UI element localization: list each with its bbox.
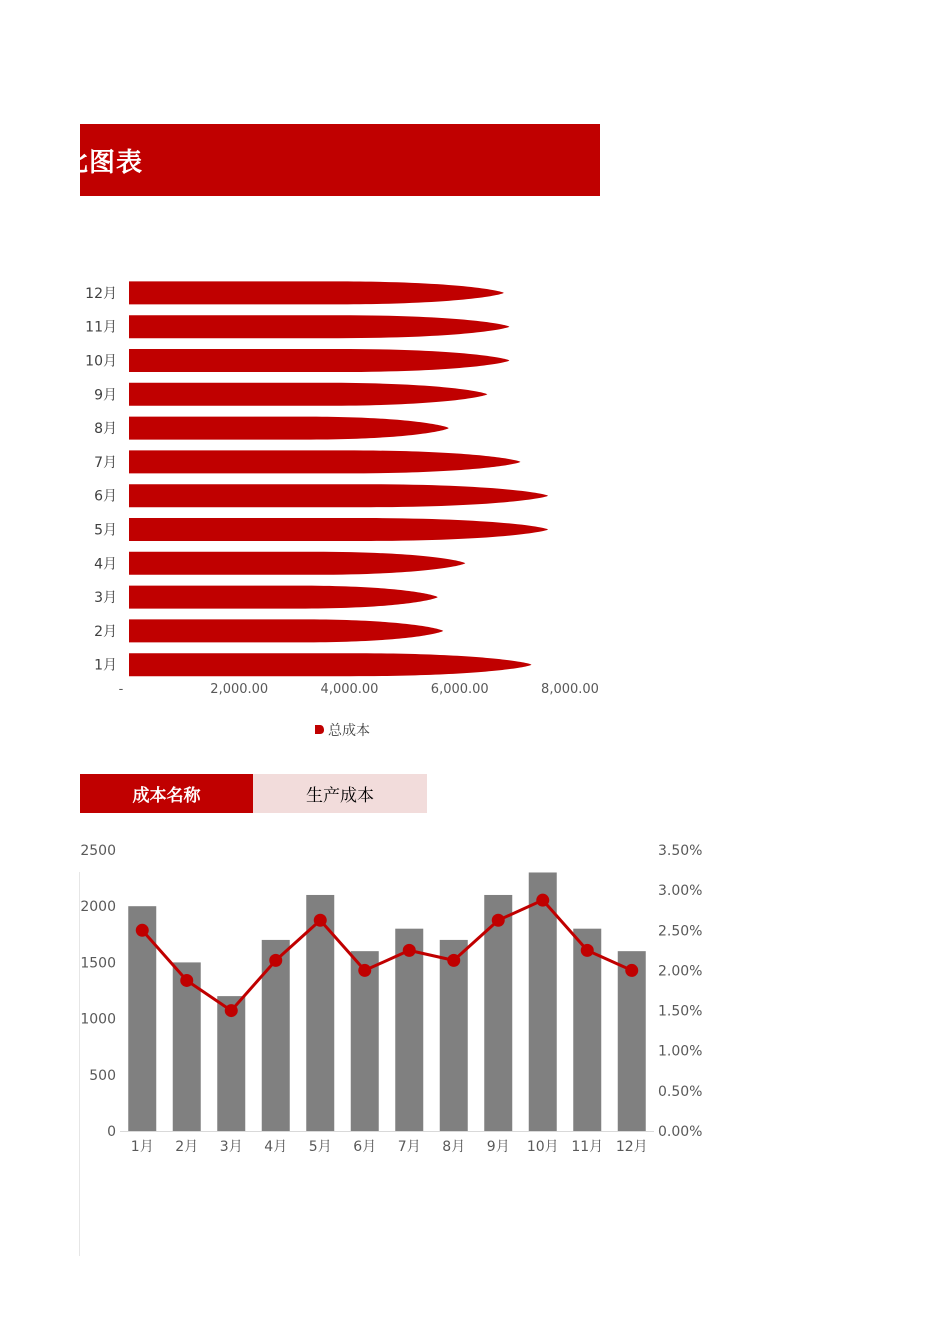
ratio-point-12 — [625, 964, 638, 977]
y-tick-label: 1月 — [94, 657, 117, 674]
y-left-tick-label: 2500 — [80, 843, 116, 859]
x-tick-label: 3月 — [219, 1139, 243, 1155]
selector-value-dropdown[interactable]: 生产成本 — [253, 774, 427, 813]
x-tick-label: 5月 — [308, 1139, 332, 1155]
y-left-tick-label: 1500 — [80, 955, 116, 972]
column-12 — [618, 951, 646, 1131]
x-tick-label: 8月 — [442, 1139, 466, 1155]
column-11 — [573, 929, 601, 1131]
column-4 — [262, 940, 290, 1131]
ratio-point-3 — [225, 1004, 238, 1017]
ratio-point-8 — [447, 954, 460, 967]
x-tick-label: 7月 — [397, 1139, 421, 1155]
column-8 — [440, 940, 468, 1131]
x-tick-label: 10月 — [526, 1139, 559, 1155]
y-right-tick-label: 3.00% — [658, 883, 703, 900]
column-7 — [395, 929, 423, 1131]
x-tick-label: 2,000.00 — [210, 682, 269, 697]
x-tick-label: 4月 — [264, 1139, 288, 1155]
x-tick-label: - — [118, 682, 124, 697]
x-tick-label: 9月 — [486, 1139, 510, 1155]
y-tick-label: 2月 — [94, 623, 117, 640]
y-left-tick-label: 0 — [107, 1124, 116, 1140]
y-tick-label: 9月 — [94, 387, 117, 404]
ratio-point-10 — [536, 894, 549, 907]
y-tick-label: 3月 — [94, 590, 117, 607]
y-left-tick-label: 500 — [89, 1067, 116, 1084]
x-tick-label: 4,000.00 — [320, 682, 379, 697]
selector-label: 成本名称 — [80, 774, 253, 813]
y-tick-label: 5月 — [94, 522, 117, 539]
y-tick-label: 6月 — [94, 488, 117, 505]
x-tick-label: 12月 — [615, 1139, 648, 1155]
y-right-tick-label: 0.00% — [658, 1124, 703, 1140]
y-left-tick-label: 2000 — [80, 899, 116, 916]
y-tick-label: 7月 — [94, 454, 117, 471]
y-right-tick-label: 1.50% — [658, 1003, 703, 1020]
y-tick-label: 12月 — [85, 285, 117, 302]
y-tick-label: 4月 — [94, 556, 117, 573]
y-right-tick-label: 1.00% — [658, 1043, 703, 1060]
y-left-tick-label: 1000 — [80, 1011, 116, 1028]
ratio-point-11 — [581, 944, 594, 957]
y-right-tick-label: 0.50% — [658, 1083, 703, 1100]
y-right-tick-label: 2.50% — [658, 923, 703, 940]
x-tick-label: 8,000.00 — [541, 682, 599, 697]
y-right-tick-label: 2.00% — [658, 963, 703, 980]
legend-label: 总成本 — [328, 723, 370, 739]
x-tick-label: 6,000.00 — [430, 682, 489, 697]
y-right-tick-label: 3.50% — [658, 843, 703, 859]
ratio-point-9 — [492, 914, 505, 927]
y-tick-label: 8月 — [94, 421, 117, 438]
x-tick-label: 11月 — [571, 1139, 604, 1155]
ratio-point-1 — [136, 924, 149, 937]
x-tick-label: 2月 — [175, 1139, 199, 1155]
y-tick-label: 11月 — [85, 319, 117, 336]
x-tick-label: 6月 — [353, 1139, 377, 1155]
y-tick-label: 10月 — [85, 353, 117, 370]
ratio-point-5 — [314, 914, 327, 927]
ratio-point-2 — [180, 974, 193, 987]
ratio-point-6 — [358, 964, 371, 977]
x-tick-label: 1月 — [130, 1139, 154, 1155]
ratio-point-4 — [269, 954, 282, 967]
page-title: 比图表 — [62, 148, 144, 178]
ratio-line — [142, 900, 632, 1010]
column-6 — [351, 951, 379, 1131]
ratio-point-7 — [403, 944, 416, 957]
